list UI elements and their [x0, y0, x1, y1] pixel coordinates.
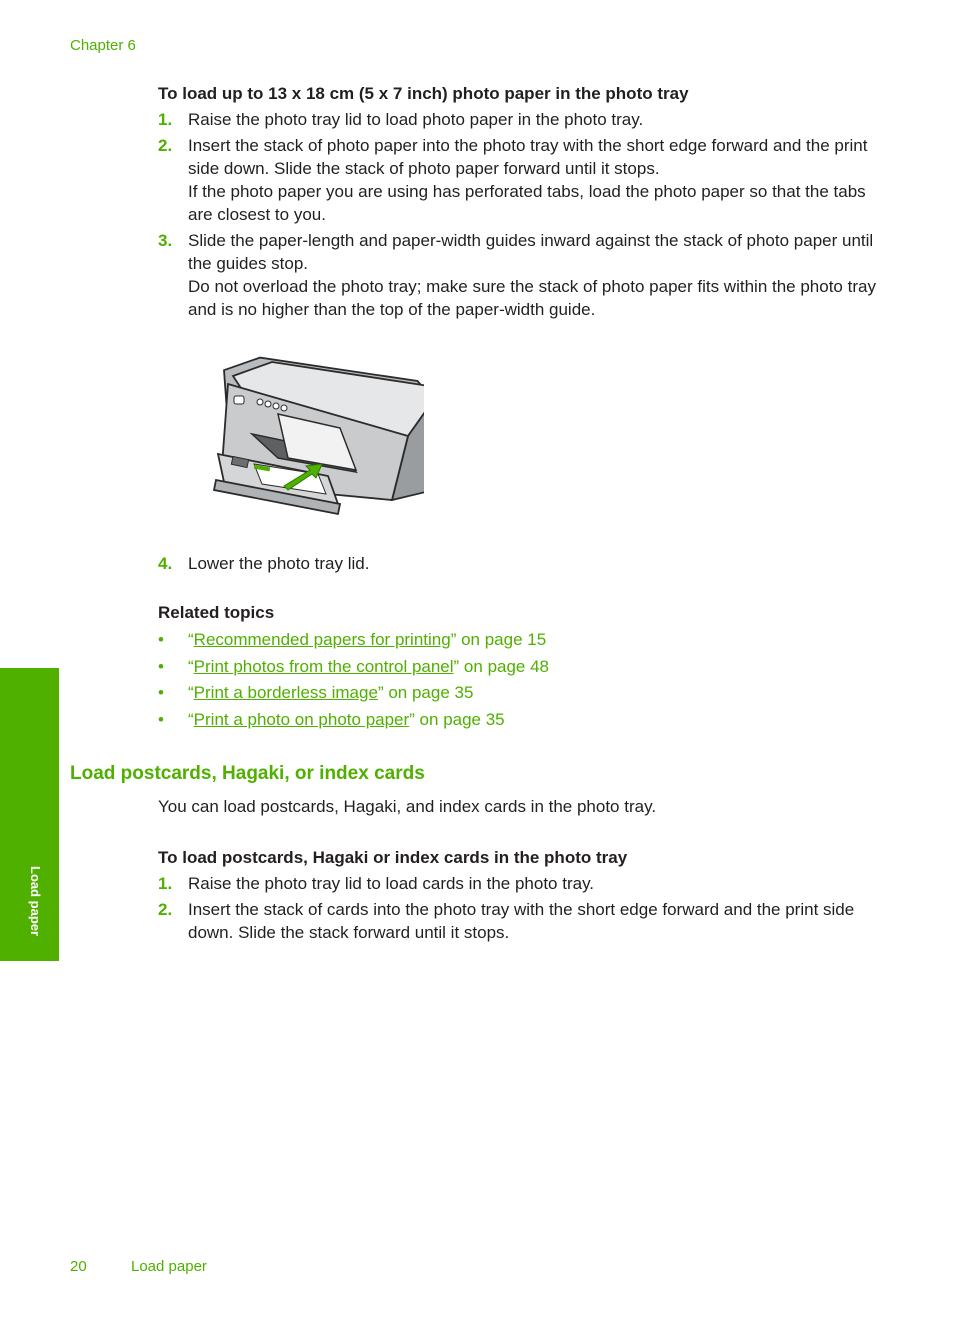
- chapter-label: Chapter 6: [70, 37, 136, 54]
- section-intro: You can load postcards, Hagaki, and index cards in the photo tray.: [158, 797, 657, 816]
- page-reference: ” on page 15: [450, 630, 547, 649]
- steps-list-continued: [158, 552, 878, 575]
- related-item: [158, 681, 878, 704]
- bullet: •: [158, 630, 164, 649]
- step-note: If the photo paper you are using has perforated tabs, load the photo paper so that the tabs are closest to you.: [188, 182, 866, 224]
- procedure-cards: [158, 795, 878, 947]
- step-text: Raise the photo tray lid to load cards in the photo tray.: [188, 874, 595, 893]
- step-text: Raise the photo tray lid to load photo paper in the photo tray.: [188, 110, 644, 129]
- step-number: 1.: [158, 110, 173, 129]
- side-thumb-tab: [0, 668, 59, 961]
- page-reference: ” on page 35: [377, 683, 474, 702]
- related-topics-title: Related topics: [158, 603, 275, 622]
- related-link-borderless-image[interactable]: Print a borderless image: [193, 683, 378, 702]
- bullet: •: [158, 709, 164, 729]
- step-text: Lower the photo tray lid.: [188, 554, 370, 573]
- step-note: Do not overload the photo tray; make sure the stack of photo paper fits within the photo tray and is no higher than the top of the paper-width guide.: [188, 277, 876, 319]
- open-quote: “: [188, 709, 194, 729]
- related-link-photo-on-photo-paper[interactable]: Print a photo on photo paper: [193, 709, 410, 729]
- related-item: [158, 628, 878, 651]
- step-1: [158, 108, 878, 131]
- bullet: •: [158, 656, 164, 676]
- page-reference: ” on page 48: [453, 656, 550, 676]
- step-text: Slide the paper-length and paper-width guides inward against the stack of photo paper until the guides stop.: [188, 231, 874, 273]
- related-item: [158, 655, 878, 678]
- step-2: [158, 898, 878, 944]
- related-topics-list: [158, 628, 878, 731]
- step-4: [158, 552, 878, 575]
- related-link-print-photos-control-panel[interactable]: Print photos from the control panel: [193, 656, 454, 676]
- procedure-title: To load postcards, Hagaki or index cards in the photo tray: [158, 848, 628, 867]
- bullet: •: [158, 683, 164, 702]
- procedure-title: To load up to 13 x 18 cm (5 x 7 inch) photo paper in the photo tray: [158, 84, 689, 103]
- open-quote: “: [188, 630, 194, 649]
- steps-list: [158, 872, 878, 944]
- open-quote: “: [188, 683, 194, 702]
- section-heading: Load postcards, Hagaki, or index cards: [70, 763, 425, 784]
- step-2: [158, 134, 878, 226]
- related-link-recommended-papers[interactable]: Recommended papers for printing: [193, 630, 451, 649]
- open-quote: “: [188, 656, 194, 676]
- page-reference: ” on page 35: [409, 709, 505, 729]
- step-number: 2.: [158, 900, 173, 919]
- footer-title: Load paper: [131, 1258, 207, 1275]
- printer-illustration: [188, 354, 424, 522]
- step-number: 3.: [158, 231, 173, 250]
- step-number: 1.: [158, 874, 173, 893]
- step-number: 2.: [158, 136, 173, 155]
- page-number: 20: [70, 1258, 87, 1275]
- step-3: [158, 229, 878, 321]
- side-tab-label: Load paper: [28, 866, 43, 937]
- step-text: Insert the stack of photo paper into the photo tray with the short edge forward and the print side down. Slide the stack of photo paper forward until it stops.: [188, 136, 868, 178]
- steps-list: [158, 108, 878, 321]
- step-1: [158, 872, 878, 895]
- related-item: [158, 708, 878, 731]
- step-text: Insert the stack of cards into the photo tray with the short edge forward and the print side down. Slide the stack forward until it stops.: [188, 900, 855, 942]
- step-number: 4.: [158, 554, 173, 573]
- procedure-photo-paper: [158, 82, 878, 734]
